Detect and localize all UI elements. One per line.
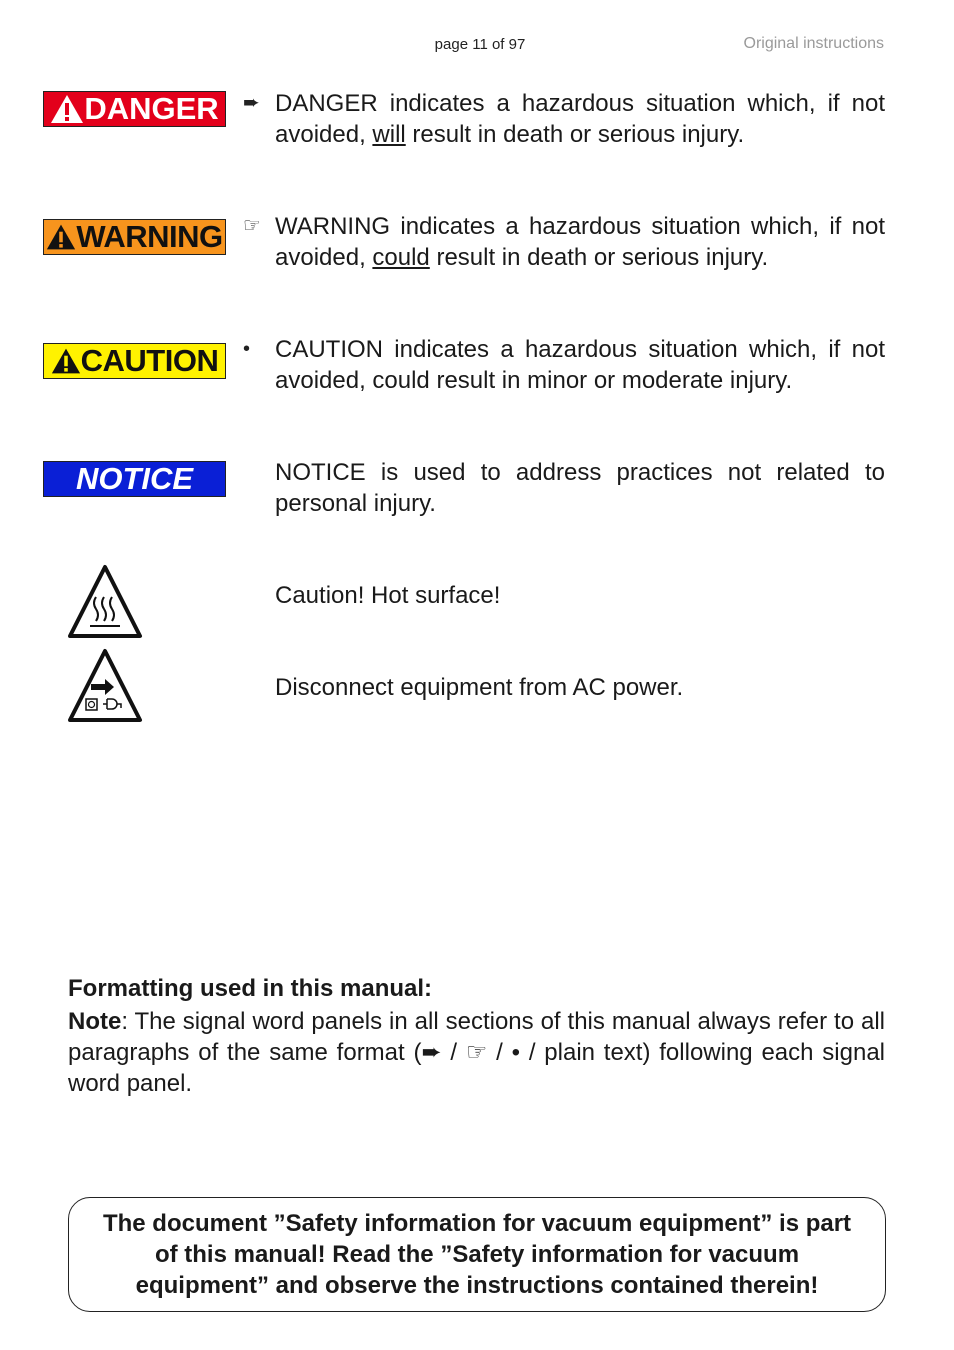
safety-information-text: The document ”Safety information for vacuum equipment” is part of this manual! Read the ”Safety information for vacuum equipment” and observe the instructions contained therein!: [102, 1210, 852, 1299]
danger-label: DANGER: [84, 91, 219, 126]
warning-triangle-icon: [46, 223, 76, 251]
formatting-heading: Formatting used in this manual:: [68, 975, 433, 1002]
hot-surface-text: Caution! Hot surface!: [275, 582, 501, 609]
warning-bullet: ☞: [243, 215, 261, 237]
caution-description: CAUTION indicates a hazardous situation which, if not avoided, could result in minor or moderate injury.: [275, 336, 885, 394]
disconnect-power-warning-icon: [66, 647, 144, 725]
document-type-label: Original instructions: [743, 35, 884, 52]
warning-triangle-icon: [51, 347, 81, 375]
notice-description: NOTICE is used to address practices not related to personal injury.: [275, 459, 885, 517]
warning-description: WARNING indicates a hazardous situation which, if not avoided, could result in death or serious injury.: [275, 213, 885, 271]
danger-bullet: ➨: [243, 92, 260, 114]
warning-triangle-icon: [50, 94, 84, 124]
page-number: page 11 of 97: [434, 36, 526, 53]
note-text: : The signal word panels in all sections of this manual always refer to all paragraphs of the same format (➨ / ☞ / • / plain text) following each signal word panel.: [68, 1008, 885, 1097]
caution-label: CAUTION: [80, 343, 219, 378]
hot-surface-warning-icon: [66, 563, 144, 641]
notice-label: NOTICE: [75, 461, 194, 496]
disconnect-power-text: Disconnect equipment from AC power.: [275, 674, 684, 701]
warning-signal-panel: [43, 219, 226, 255]
caution-bullet: •: [243, 338, 251, 360]
formatting-note: [68, 1006, 885, 1099]
danger-signal-panel: [43, 91, 226, 127]
caution-signal-panel: [43, 343, 226, 379]
notice-signal-panel: [43, 461, 226, 497]
note-label: Note: [68, 1008, 122, 1035]
danger-description: DANGER indicates a hazardous situation which, if not avoided, will result in death or serious injury.: [275, 90, 885, 148]
safety-information-box: [68, 1197, 886, 1312]
warning-label: WARNING: [76, 219, 223, 254]
